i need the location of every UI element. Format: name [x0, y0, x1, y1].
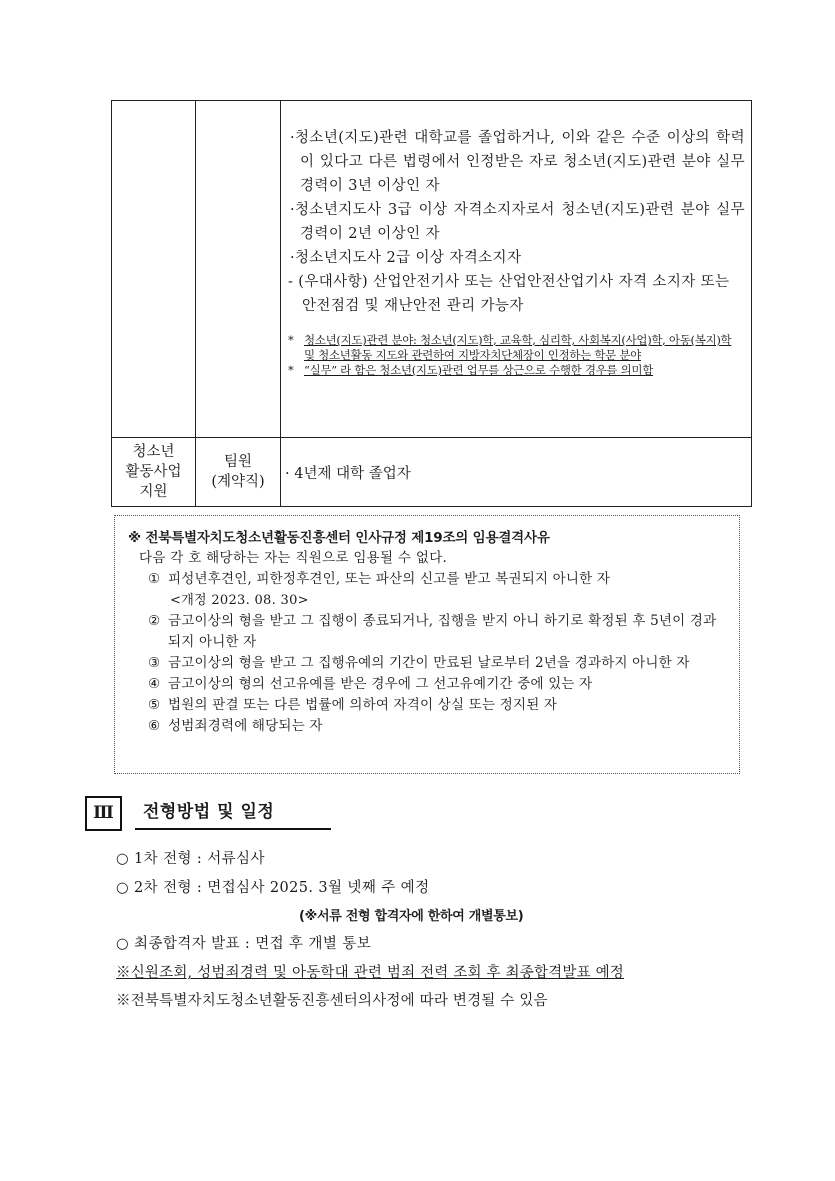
footnote — [288, 363, 745, 378]
position-cell-empty — [196, 101, 281, 438]
remark-subject-to-change: ※전북특별자치도청소년활동진흥센터의사정에 따라 변경될 수 있음 — [116, 993, 548, 1009]
department-line: 청소년 — [132, 444, 175, 460]
item-text: 금고이상의 형의 선고유예를 받은 경우에 그 선고유예기간 중에 있는 자 — [168, 676, 593, 692]
footnote — [288, 333, 745, 363]
schedule-note: (※서류 전형 합격자에 한하여 개별통보) — [299, 909, 524, 924]
table-row — [112, 101, 752, 438]
requirement-item: ·청소년(지도)관련 대학교를 졸업하거나, 이와 같은 수준 이상의 학력이 있다고 다른 법령에서 인정받은 자로 청소년(지도)관련 분야 실무경력이 3년 이상인 자 — [290, 130, 745, 194]
footnote-mark: * — [288, 363, 294, 377]
item-text: 피성년후견인, 피한정후견인, 또는 파산의 신고를 받고 복권되지 아니한 자 — [168, 571, 611, 587]
item-number: ① — [148, 571, 161, 587]
item-number: ⑥ — [148, 718, 161, 734]
footnote-text: “실무” 라 함은 청소년(지도)관련 업무를 상근으로 수행한 경우를 의미함 — [304, 363, 654, 377]
item-text: 금고이상의 형을 받고 그 집행유예의 기간이 만료된 날로부터 2년을 경과하지 아니한 자 — [168, 655, 690, 671]
final-announcement: ○ 최종합격자 발표 : 면접 후 개별 통보 — [116, 936, 372, 952]
item-number: ② — [148, 613, 161, 629]
footnote-text: 청소년(지도)관련 분야: 청소년(지도)학, 교육학, 심리학, 사회복지(사업)학, 아동(복지)학 및 청소년활동 지도와 관련하여 지방자치단체장이 인정하는 학문 분야 — [304, 333, 732, 362]
disqualification-item — [128, 611, 729, 653]
item-number: ④ — [148, 676, 161, 692]
item-text: 법원의 판결 또는 다른 법률에 의하여 자격이 상실 또는 정지된 자 — [168, 697, 558, 713]
requirement-item: ·청소년지도사 3급 이상 자격소지자로서 청소년(지도)관련 분야 실무경력이 2년 이상인 자 — [290, 202, 745, 242]
section-title: 전형방법 및 일정 — [135, 797, 331, 830]
footnote-mark: * — [288, 333, 294, 347]
requirements-cell — [281, 101, 752, 438]
disqualification-item — [128, 716, 729, 737]
position-line: (계약직) — [211, 474, 265, 490]
department-line: 활동사업 — [125, 464, 182, 480]
remark-background-check: ※신원조회, 성범죄경력 및 아동학대 관련 범죄 전력 조회 후 최종합격발표 예정 — [116, 965, 625, 981]
disqualification-intro: 다음 각 호 해당하는 자는 직원으로 임용될 수 없다. — [139, 550, 448, 566]
disqualification-item — [128, 653, 729, 674]
description-cell: · 4년제 대학 졸업자 — [281, 438, 752, 507]
department-cell — [112, 438, 196, 507]
disqualification-item — [128, 695, 729, 716]
disqualification-title: ※ 전북특별자치도청소년활동진흥센터 인사규정 제19조의 임용결격사유 — [128, 530, 550, 546]
item-number: ③ — [148, 655, 161, 671]
revision-note: <개정 2023. 08. 30> — [170, 593, 309, 608]
item-text: 성범죄경력에 해당되는 자 — [168, 718, 323, 734]
table-row — [112, 438, 752, 507]
disqualification-item — [128, 674, 729, 695]
section-number: Ⅲ — [85, 796, 122, 831]
schedule-item: ○ 1차 전형 : 서류심사 — [116, 851, 265, 867]
disqualification-box — [114, 515, 740, 774]
department-cell-empty — [112, 101, 196, 438]
item-number: ⑤ — [148, 697, 161, 713]
position-line: 팀원 — [223, 454, 252, 470]
position-cell — [196, 438, 281, 507]
qualification-table — [111, 100, 752, 507]
requirement-item: ·청소년지도사 2급 이상 자격소지자 — [290, 250, 522, 266]
item-text: 금고이상의 형을 받고 그 집행이 종료되거나, 집행을 받지 아니 하기로 확정된 후 5년이 경과되지 아니한 자 — [168, 613, 717, 650]
preference-note: - (우대사항) 산업안전기사 또는 산업안전산업기사 자격 소지자 또는 안전점검 및 재난안전 관리 가능자 — [288, 274, 730, 314]
disqualification-item — [128, 569, 729, 590]
schedule-list — [116, 845, 756, 1015]
schedule-item: ○ 2차 전형 : 면접심사 2025. 3월 넷째 주 예정 — [116, 880, 430, 896]
department-line: 지원 — [139, 484, 168, 500]
footnotes — [288, 333, 745, 378]
